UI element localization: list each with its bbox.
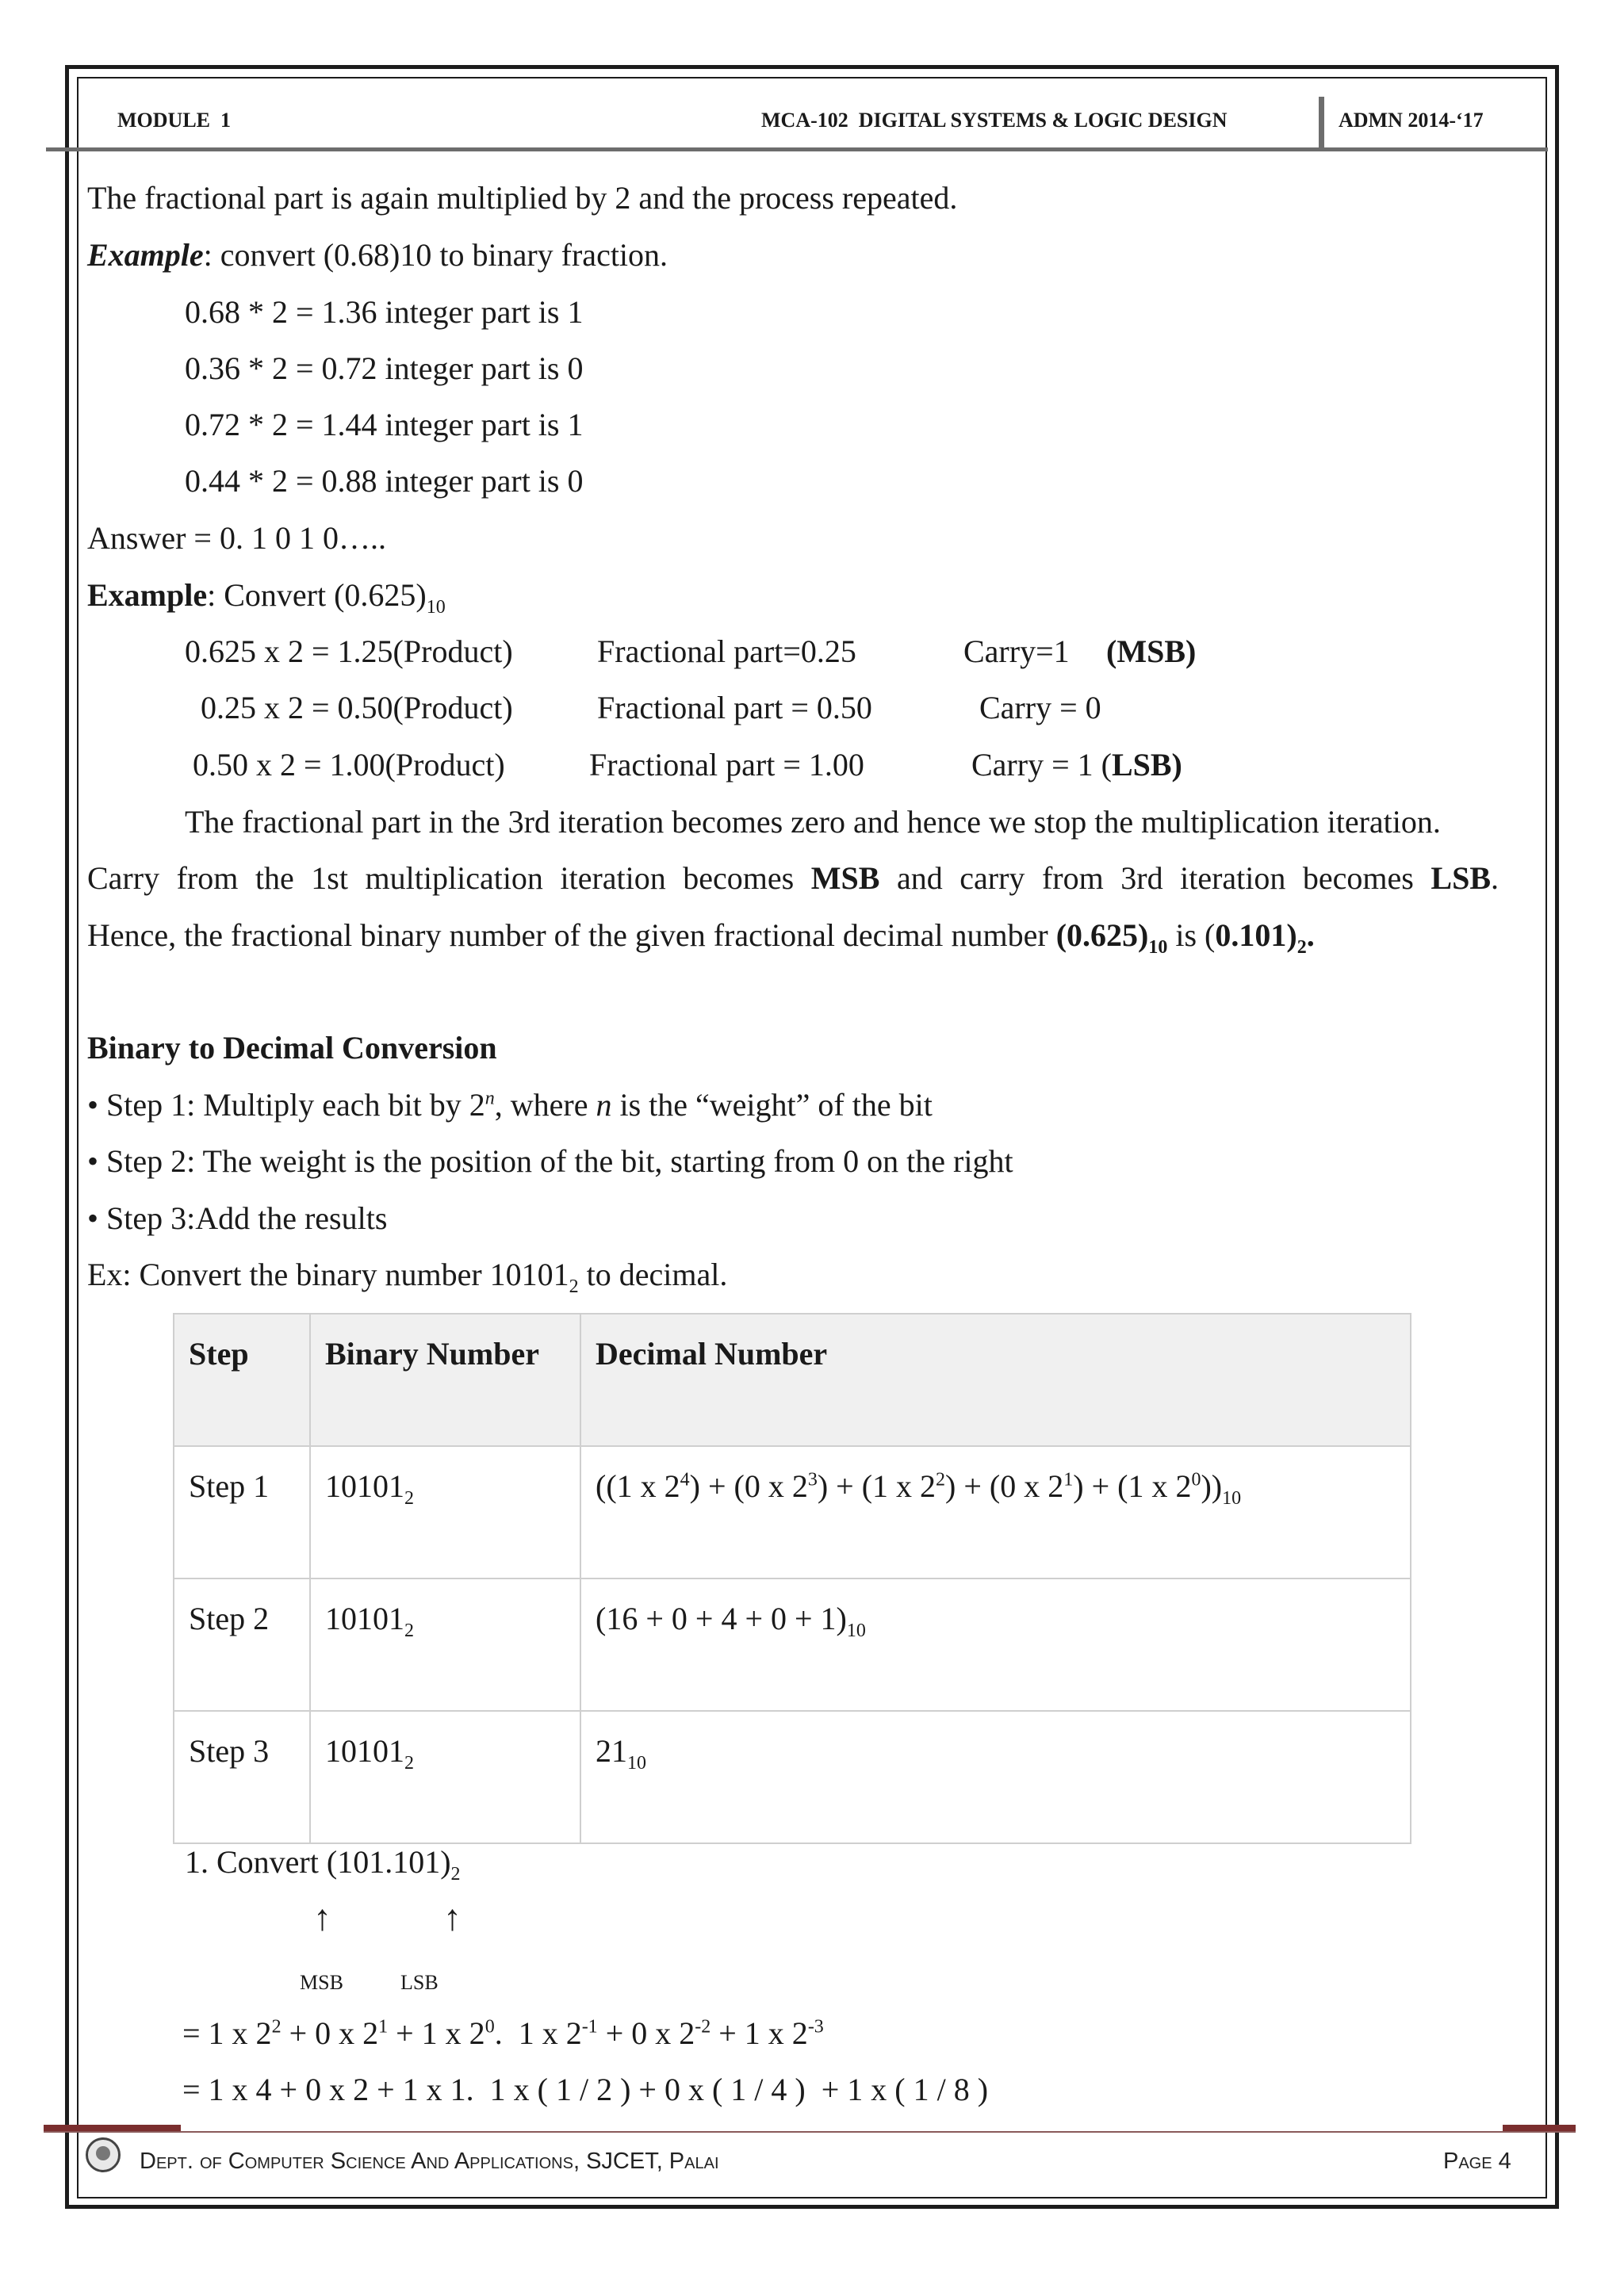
text-run: • Step 1: Multiply each bit by 2 (87, 1087, 485, 1123)
step-cell: Step 3 (174, 1711, 310, 1843)
conversion-table (173, 1313, 1411, 1844)
answer-line: Answer = 0. 1 0 1 0….. (87, 520, 386, 556)
carry-cell: Carry=1 (963, 633, 1070, 669)
paragraph: The fractional part in the 3rd iteration becomes zero and hence we stop the multiplication iteration. (185, 804, 1441, 840)
fraction-cell: Fractional part = 1.00 (589, 747, 864, 783)
binary-cell (310, 1578, 580, 1711)
binary-value: 10101 (325, 1733, 404, 1769)
header-rule (46, 147, 1548, 151)
header-course: MCA-102 DIGITAL SYSTEMS & LOGIC DESIGN (761, 109, 1228, 132)
fraction-step: 0.72 * 2 = 1.44 integer part is 1 (185, 407, 584, 442)
step-cell: Step 2 (174, 1578, 310, 1711)
footer-page: Page 4 (1443, 2149, 1511, 2174)
section-heading: Binary to Decimal Conversion (87, 1030, 497, 1066)
table-header-row (174, 1314, 1411, 1446)
example2-text: : Convert (0.625) (207, 577, 427, 613)
carry-cell: Carry = 0 (979, 690, 1101, 725)
footer-rule (44, 2131, 1576, 2133)
exponent: n (485, 1088, 495, 1109)
num-bold: (0.625) (1055, 917, 1149, 953)
table-header: Decimal Number (580, 1314, 1411, 1446)
text-run: is ( (1167, 917, 1216, 953)
fraction-step: 0.44 * 2 = 0.88 integer part is 0 (185, 463, 584, 499)
base-sub: 10 (1148, 937, 1168, 958)
header-divider (1319, 97, 1324, 151)
num-bold: 0.101) (1215, 917, 1297, 953)
footer-dept: Dept. of Computer Science And Applications, SJCET, Palai (140, 2149, 719, 2174)
product-row: 0.25 x 2 = 0.50(Product) (201, 690, 513, 725)
variable: n (596, 1087, 612, 1123)
binary-value: 10101 (325, 1601, 404, 1636)
base-sub: 2 (569, 1276, 579, 1297)
decimal-cell (580, 1711, 1411, 1843)
text-run: to decimal. (578, 1257, 728, 1292)
carry-cell (971, 746, 1182, 784)
text-run: Ex: Convert the binary number 10101 (87, 1257, 569, 1292)
fraction-step: 0.36 * 2 = 0.72 integer part is 0 (185, 350, 584, 386)
college-logo-icon (86, 2137, 121, 2172)
msb-tag: (MSB) (1106, 633, 1197, 669)
paragraph (87, 916, 1315, 958)
fraction-step: 0.68 * 2 = 1.36 integer part is 1 (185, 294, 584, 330)
step-cell: Step 1 (174, 1446, 310, 1578)
example2-label: Example (87, 577, 208, 613)
msb-label: MSB (300, 1971, 343, 1994)
example2-base: 10 (426, 597, 446, 618)
text-run: is the “weight” of the bit (611, 1087, 933, 1123)
binary-value: 10101 (325, 1468, 404, 1504)
carry-text: Carry = 1 ( (971, 747, 1112, 783)
text-run: Hence, the fractional binary number of the given fractional decimal number (87, 917, 1056, 953)
convert-title (185, 1843, 461, 1885)
table-header: Step (174, 1314, 310, 1446)
example2-line (87, 576, 446, 618)
binary-cell (310, 1446, 580, 1578)
base-sub: 2 (1297, 937, 1307, 958)
product-row: 0.50 x 2 = 1.00(Product) (193, 747, 505, 783)
text-run: , where (494, 1087, 596, 1123)
product-row: 0.625 x 2 = 1.25(Product) (185, 633, 513, 669)
decimal-cell (580, 1578, 1411, 1711)
decimal-value: (16 + 0 + 4 + 0 + 1) (596, 1601, 847, 1636)
example-line (87, 1256, 728, 1297)
base-sub: 10 (846, 1621, 866, 1641)
example1-label: Example (87, 237, 204, 273)
header-module: MODULE 1 (117, 109, 231, 132)
example1-text: : convert (0.68)10 to binary fraction. (203, 237, 668, 273)
expansion-line: = 1 x $2^2 + 0$ x $2^1 + 1$ x $2^0$. 1 x $2^{-1} + 0$ x $2^{-2} + 1$ x $2^{-3}$ (182, 2015, 824, 2051)
table-row (174, 1711, 1411, 1843)
step-bullet: • Step 3:Add the results (87, 1200, 388, 1236)
table-row (174, 1578, 1411, 1711)
lsb-arrow: ↑ (443, 1897, 462, 1938)
paragraph (87, 859, 1499, 897)
expansion-line: = 1 x 4 + 0 x 2 + 1 x 1. 1 x ( 1 / 2 ) + 0 x ( 1 / 4 ) + 1 x ( 1 / 8 ) (182, 2072, 989, 2107)
decimal-cell: ((1 x $2^4) + (0$ x $2^3) + (1$ x $2^2) + (0$ x $2^1) + (1$ x $2^0))_{10}$ (580, 1446, 1411, 1578)
table-row (174, 1446, 1411, 1578)
text-run: . (1491, 860, 1500, 896)
base-sub: 2 (404, 1621, 414, 1641)
text-run: and carry from 3rd iteration becomes (879, 860, 1431, 896)
fraction-cell: Fractional part=0.25 (597, 633, 856, 669)
lsb-bold: LSB (1431, 860, 1492, 896)
lsb-tag: LSB) (1111, 747, 1182, 783)
lsb-label: LSB (400, 1971, 439, 1994)
msb-arrow: ↑ (313, 1897, 331, 1938)
intro-line: The fractional part is again multiplied by 2 and the process repeated. (87, 180, 958, 216)
binary-cell (310, 1711, 580, 1843)
decimal-value: 21 (596, 1733, 627, 1769)
msb-bold: MSB (810, 860, 880, 896)
header-admn: ADMN 2014-‘17 (1339, 109, 1484, 132)
text-run: Carry from the 1st multiplication iteration becomes (87, 860, 811, 896)
step-bullet: • Step 2: The weight is the position of the bit, starting from 0 on the right (87, 1143, 1013, 1179)
base-sub: 2 (404, 1753, 414, 1774)
base-sub: 2 (450, 1864, 461, 1885)
base-sub: 10 (627, 1753, 646, 1774)
text-run: 1. Convert (101.101) (185, 1844, 451, 1880)
base-sub: 2 (404, 1488, 414, 1509)
fraction-cell: Fractional part = 0.50 (597, 690, 872, 725)
example1-line (87, 236, 668, 274)
period: . (1306, 917, 1315, 953)
table-header: Binary Number (310, 1314, 580, 1446)
step-bullet (87, 1086, 933, 1124)
